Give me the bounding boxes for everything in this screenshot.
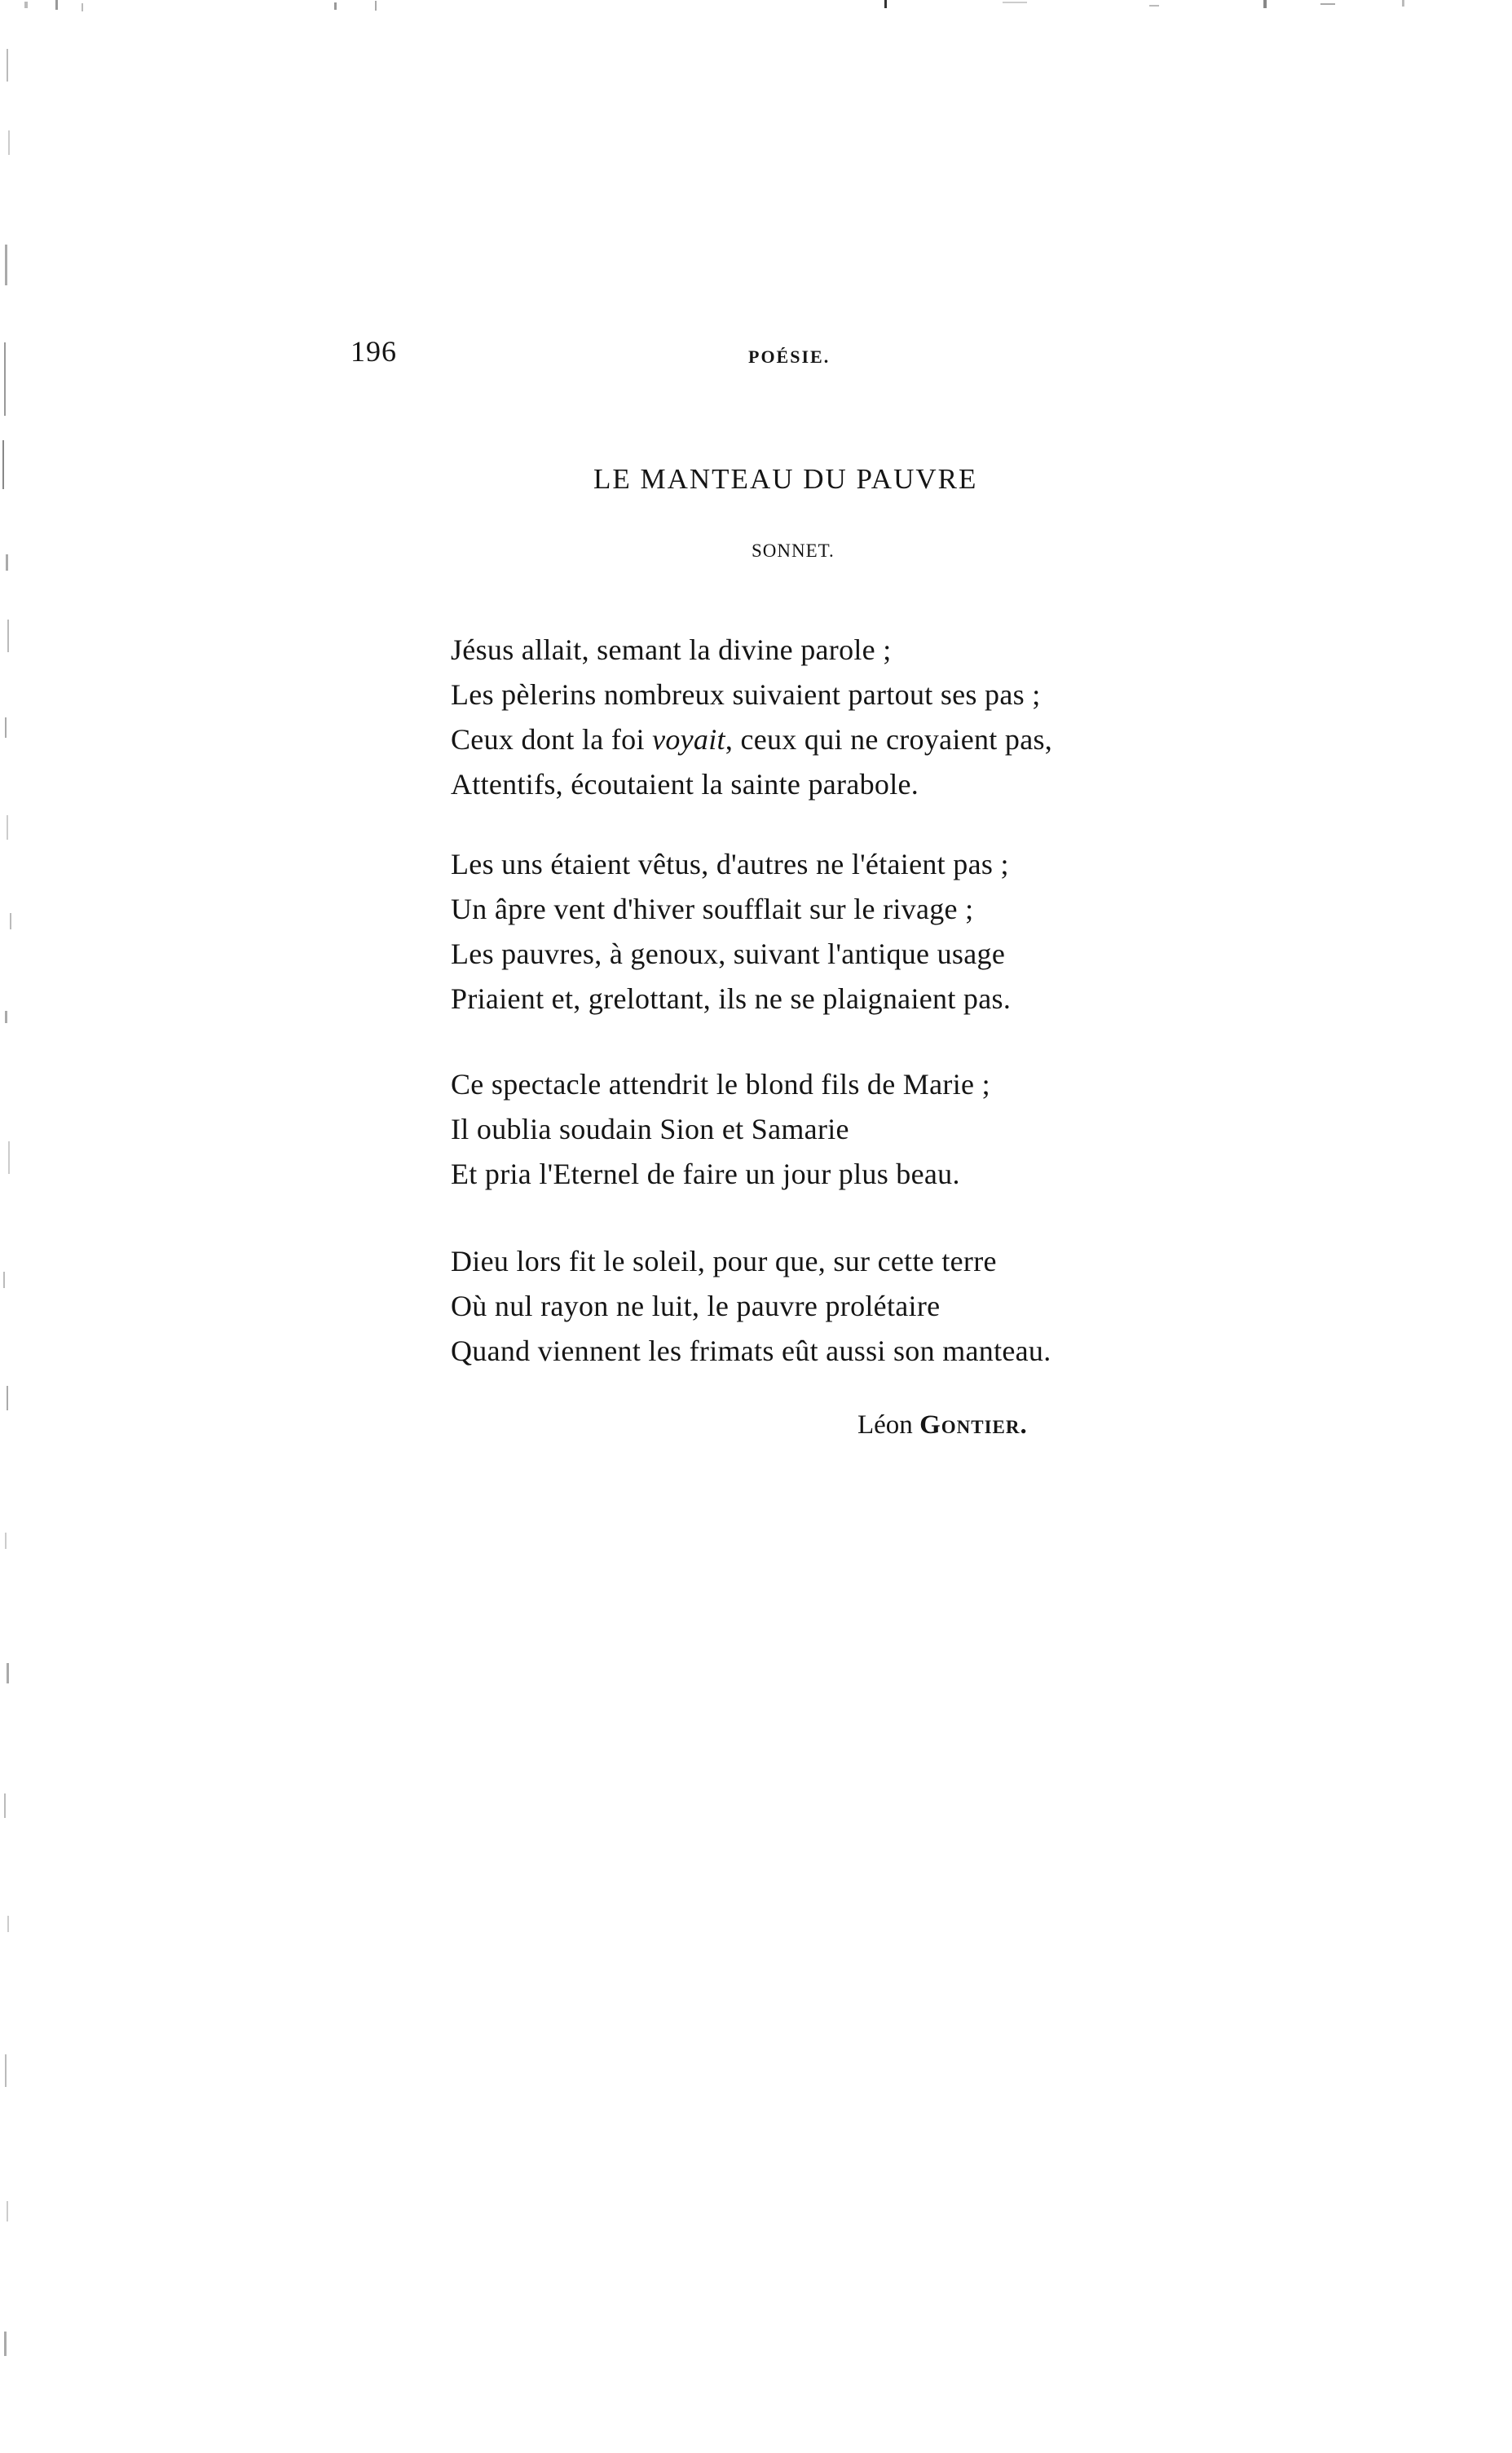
stanza-3 <box>451 1062 990 1197</box>
verse-line: Les pèlerins nombreux suivaient partout ses pas ; <box>451 678 1041 711</box>
verse-line: Où nul rayon ne luit, le pauvre prolétaire <box>451 1290 941 1322</box>
stanza-2 <box>451 842 1011 1021</box>
verse-line: Dieu lors fit le soleil, pour que, sur cette terre <box>451 1245 997 1277</box>
stanza-1 <box>451 628 1052 807</box>
verse-line: Les pauvres, à genoux, suivant l'antique usage <box>451 938 1006 970</box>
verse-line <box>451 717 1052 762</box>
poem-subtitle: SONNET. <box>752 540 835 561</box>
stanza-4 <box>451 1239 1051 1374</box>
scan-artifacts-margin <box>0 0 23 2453</box>
page-number: 196 <box>350 335 397 368</box>
verse-line: Les uns étaient vêtus, d'autres ne l'étaient pas ; <box>451 848 1009 880</box>
verse-line: Attentifs, écoutaient la sainte parabole. <box>451 768 919 801</box>
verse-segment: , ceux qui ne croyaient pas, <box>725 723 1053 756</box>
poem-title: LE MANTEAU DU PAUVRE <box>593 463 978 495</box>
author-signature <box>857 1410 1028 1440</box>
verse-line: Priaient et, grelottant, ils ne se plaignaient pas. <box>451 982 1012 1015</box>
verse-line: Et pria l'Eternel de faire un jour plus beau. <box>451 1158 960 1190</box>
author-first-name: Léon <box>857 1410 913 1440</box>
author-last-name: Gontier. <box>919 1410 1028 1440</box>
verse-line: Jésus allait, semant la divine parole ; <box>451 633 892 666</box>
verse-italic-word: voyait <box>652 723 725 756</box>
scan-artifacts-top <box>0 0 1512 16</box>
verse-line: Ce spectacle attendrit le blond fils de Marie ; <box>451 1068 990 1101</box>
verse-line: Il oublia soudain Sion et Samarie <box>451 1113 849 1145</box>
running-head: POÉSIE. <box>748 346 831 367</box>
verse-line: Un âpre vent d'hiver soufflait sur le rivage ; <box>451 893 974 925</box>
verse-line: Quand viennent les frimats eût aussi son manteau. <box>451 1335 1051 1367</box>
verse-segment: Ceux dont la foi <box>451 723 653 756</box>
